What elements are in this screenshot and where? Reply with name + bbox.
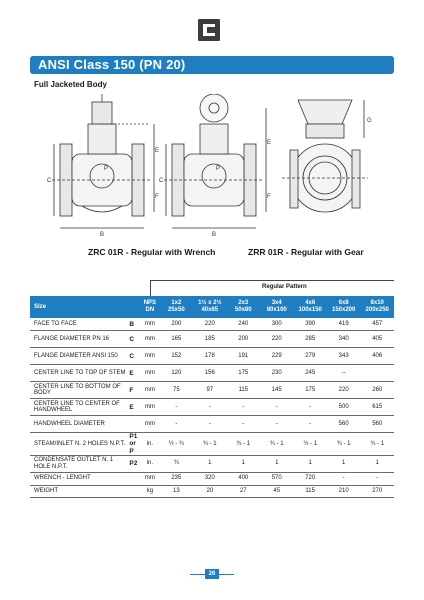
row-label: CONDENSATE OUTLET N. 1 HOLE N.P.T. xyxy=(30,455,129,472)
table-cell: 45 xyxy=(260,485,293,498)
table-cell: 178 xyxy=(193,348,226,365)
table-cell: ¾ - 1 xyxy=(293,433,326,455)
table-row xyxy=(30,348,394,365)
row-unit: kg xyxy=(140,485,159,498)
table-cell: 115 xyxy=(293,485,326,498)
table-cell: ½ - ¾ xyxy=(160,433,193,455)
table-cell: - xyxy=(293,399,326,416)
row-unit: mm xyxy=(140,365,159,382)
row-symbol: B xyxy=(129,318,140,331)
table-cell: 220 xyxy=(193,318,226,331)
row-label: FLANGE DIAMETER ANSI 150 xyxy=(30,348,129,365)
row-unit: mm xyxy=(140,331,159,348)
table-cell: - xyxy=(227,416,260,433)
dim-label-e2: E xyxy=(267,140,272,146)
dim-label-p2: P xyxy=(216,166,221,172)
table-cell: ¾ - 1 xyxy=(327,433,360,455)
valve-drawings xyxy=(30,94,394,239)
dim-label-b2: B xyxy=(212,232,217,238)
column-header: 1x2 25x50 xyxy=(160,296,193,318)
wrench-valve-drawing xyxy=(52,94,154,228)
dim-label-e: E xyxy=(155,148,160,154)
table-cell: - xyxy=(227,399,260,416)
column-header: 8x10 200x250 xyxy=(360,296,394,318)
table-cell: ¾ - 1 xyxy=(260,433,293,455)
dim-label-g: G xyxy=(367,118,372,124)
table-cell: 406 xyxy=(360,348,394,365)
table-cell: 220 xyxy=(327,382,360,399)
table-cell: 20 xyxy=(193,485,226,498)
table-cell: 97 xyxy=(193,382,226,399)
dim-label-c: C xyxy=(47,178,52,184)
table-cell: - xyxy=(193,416,226,433)
table-cell: 405 xyxy=(360,331,394,348)
table-cell: 320 xyxy=(193,472,226,485)
caption-wrench: ZRC 01R - Regular with Wrench xyxy=(88,247,216,257)
table-cell: 560 xyxy=(360,416,394,433)
row-symbol: P2 xyxy=(129,455,140,472)
row-label: FLANGE DIAMETER PN 16 xyxy=(30,331,129,348)
row-symbol: C xyxy=(129,331,140,348)
company-logo xyxy=(198,19,220,41)
table-cell: 1 xyxy=(293,455,326,472)
row-symbol xyxy=(129,485,140,498)
table-cell: 156 xyxy=(193,365,226,382)
table-cell: - xyxy=(360,472,394,485)
table-cell: 191 xyxy=(227,348,260,365)
table-cell: 457 xyxy=(360,318,394,331)
page-number: 26 xyxy=(205,569,219,579)
gear-valve-side-drawing xyxy=(282,100,368,212)
dimensions-table xyxy=(30,296,394,498)
table-cell: 560 xyxy=(327,416,360,433)
size-header: Size xyxy=(30,296,129,318)
table-row xyxy=(30,318,394,331)
row-symbol: E xyxy=(129,399,140,416)
row-symbol xyxy=(129,472,140,485)
table-row xyxy=(30,455,394,472)
row-symbol: F xyxy=(129,382,140,399)
row-unit: mm xyxy=(140,348,159,365)
table-cell: 230 xyxy=(260,365,293,382)
table-row xyxy=(30,365,394,382)
table-cell: 285 xyxy=(293,331,326,348)
dim-label-f: F xyxy=(155,194,159,200)
table-cell: 570 xyxy=(260,472,293,485)
column-header: 1½ x 2½ 40x65 xyxy=(193,296,226,318)
column-header: 3x4 80x100 xyxy=(260,296,293,318)
table-cell: ¾ - 1 xyxy=(360,433,394,455)
table-row xyxy=(30,485,394,498)
table-cell: 279 xyxy=(293,348,326,365)
dim-label-f2: F xyxy=(267,194,271,200)
row-label: CENTER LINE TO CENTER OF HANDWHEEL xyxy=(30,399,129,416)
table-row xyxy=(30,331,394,348)
table-cell: 13 xyxy=(160,485,193,498)
table-cell: - xyxy=(293,416,326,433)
table-cell: - xyxy=(193,399,226,416)
table-cell: 245 xyxy=(293,365,326,382)
table-cell: 165 xyxy=(160,331,193,348)
table-cell: 1 xyxy=(327,455,360,472)
row-label: WEIGHT xyxy=(30,485,129,498)
table-cell: 200 xyxy=(160,318,193,331)
table-cell: 152 xyxy=(160,348,193,365)
row-unit: mm xyxy=(140,399,159,416)
table-cell: 220 xyxy=(260,331,293,348)
column-header: 4x6 100x150 xyxy=(293,296,326,318)
table-cell: 1 xyxy=(227,455,260,472)
table-header-row xyxy=(30,296,394,318)
row-symbol: P1 or P xyxy=(129,433,140,455)
table-cell xyxy=(360,365,394,382)
table-row xyxy=(30,382,394,399)
page-title: ANSI Class 150 (PN 20) xyxy=(38,57,186,72)
row-label: WRENCH - LENGHT xyxy=(30,472,129,485)
table-row xyxy=(30,416,394,433)
row-unit: mm xyxy=(140,416,159,433)
table-cell: 175 xyxy=(293,382,326,399)
table-cell: 270 xyxy=(360,485,394,498)
group-header: Regular Pattern xyxy=(262,284,307,290)
table-cell: 185 xyxy=(193,331,226,348)
dim-label-b: B xyxy=(100,232,105,238)
table-cell: - xyxy=(327,472,360,485)
row-label: CENTER LINE TO TOP OF STEM xyxy=(30,365,129,382)
table-cell: 1 xyxy=(360,455,394,472)
table-cell: - xyxy=(260,416,293,433)
table-cell: 260 xyxy=(360,382,394,399)
nps-dn-header: NPS DN xyxy=(140,296,159,318)
table-cell: -- xyxy=(327,365,360,382)
title-banner xyxy=(30,56,394,74)
table-cell: 200 xyxy=(227,331,260,348)
table-cell: 175 xyxy=(227,365,260,382)
row-label: CENTER LINE TO BOTTOM OF BODY xyxy=(30,382,129,399)
table-cell: 145 xyxy=(260,382,293,399)
table-cell: 115 xyxy=(227,382,260,399)
gear-valve-drawing xyxy=(164,94,266,228)
row-symbol xyxy=(129,416,140,433)
table-cell: 1 xyxy=(193,455,226,472)
dim-label-p: P xyxy=(104,166,109,172)
table-cell: 240 xyxy=(227,318,260,331)
table-cell: 120 xyxy=(160,365,193,382)
table-cell: 75 xyxy=(160,382,193,399)
table-cell: 300 xyxy=(260,318,293,331)
table-cell: 340 xyxy=(327,331,360,348)
row-label: HANDWHEEL DIAMETER xyxy=(30,416,129,433)
table-row xyxy=(30,399,394,416)
row-unit: mm xyxy=(140,318,159,331)
row-unit: in. xyxy=(140,433,159,455)
row-symbol: C xyxy=(129,348,140,365)
table-cell: ¾ - 1 xyxy=(193,433,226,455)
table-cell: 615 xyxy=(360,399,394,416)
page-subtitle: Full Jacketed Body xyxy=(34,80,107,89)
row-label: FACE TO FACE xyxy=(30,318,129,331)
column-header: 6x8 150x200 xyxy=(327,296,360,318)
row-unit: in. xyxy=(140,455,159,472)
row-unit: mm xyxy=(140,382,159,399)
table-cell: 343 xyxy=(327,348,360,365)
table-cell: - xyxy=(160,416,193,433)
table-cell: 390 xyxy=(293,318,326,331)
table-cell: ¾ xyxy=(160,455,193,472)
table-cell: - xyxy=(160,399,193,416)
table-group-divider xyxy=(150,280,151,296)
row-unit: mm xyxy=(140,472,159,485)
table-row xyxy=(30,472,394,485)
table-cell: 235 xyxy=(160,472,193,485)
row-symbol: E xyxy=(129,365,140,382)
table-group-rule xyxy=(150,280,394,281)
table-cell: 27 xyxy=(227,485,260,498)
table-cell: 720 xyxy=(293,472,326,485)
table-cell: - xyxy=(260,399,293,416)
caption-gear: ZRR 01R - Regular with Gear xyxy=(248,247,364,257)
table-cell: 210 xyxy=(327,485,360,498)
table-cell: 229 xyxy=(260,348,293,365)
dim-label-c2: C xyxy=(159,178,164,184)
column-header: 2x3 50x80 xyxy=(227,296,260,318)
table-row xyxy=(30,433,394,455)
table-cell: ¾ - 1 xyxy=(227,433,260,455)
table-cell: 419 xyxy=(327,318,360,331)
table-cell: 1 xyxy=(260,455,293,472)
row-label: STEAM/INLET N. 2 HOLES N.P.T. xyxy=(30,433,129,455)
table-cell: 400 xyxy=(227,472,260,485)
table-cell: 500 xyxy=(327,399,360,416)
